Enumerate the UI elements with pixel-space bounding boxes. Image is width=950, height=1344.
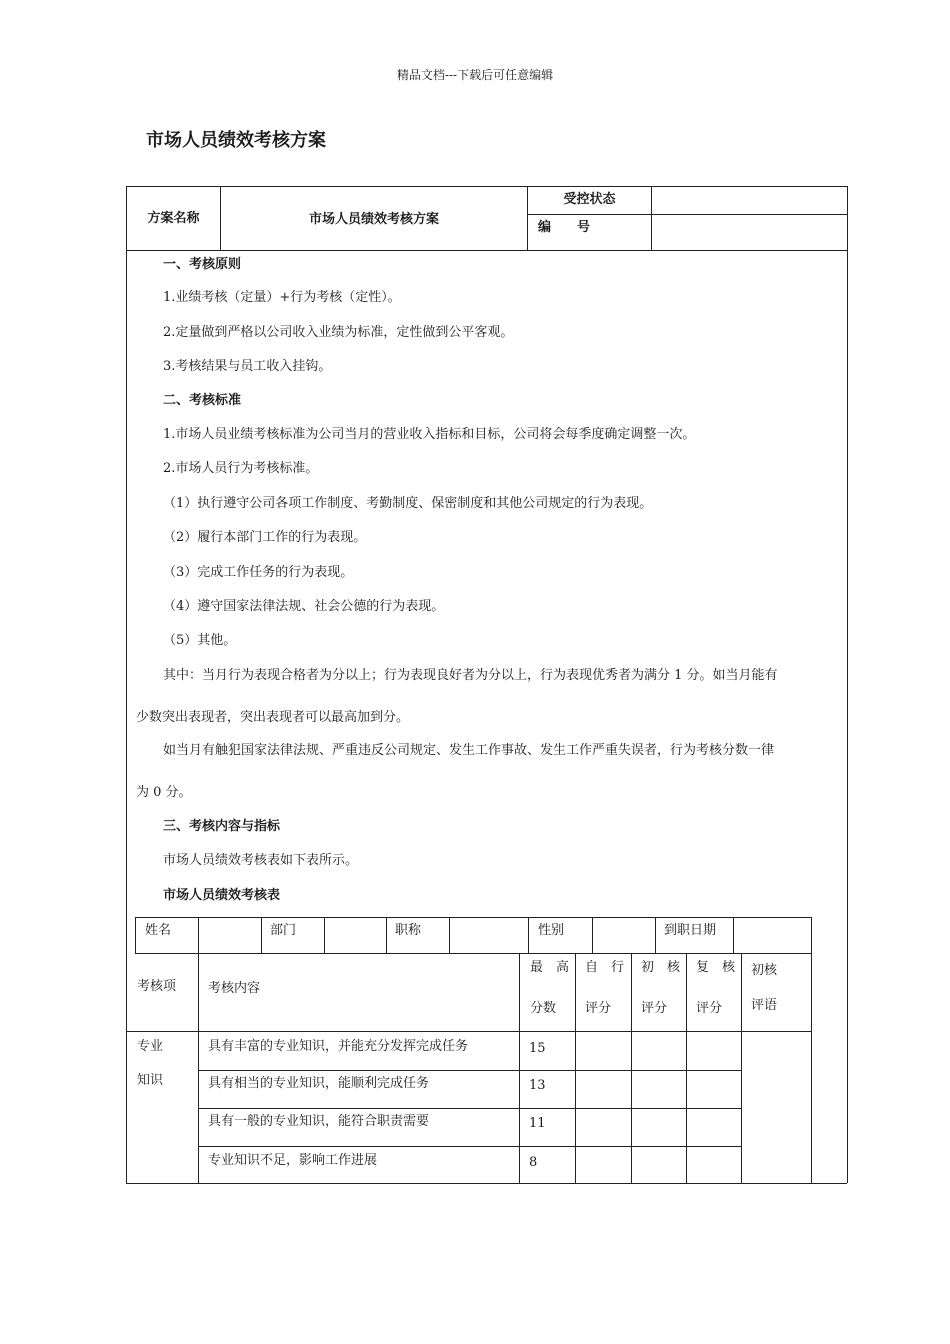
frame-top-line xyxy=(126,186,847,187)
section-2-note: 其中：当月行为表现合格者为分以上；行为表现良好者为分以上，行为表现优秀者为满分 1 分。如当月能有 xyxy=(163,668,778,683)
first-review-score-header: 初 核 xyxy=(641,960,681,975)
section-1-title: 一、考核原则 xyxy=(163,257,242,272)
section-1-para: 1.业绩考核（定量）+行为考核（定性）。 xyxy=(163,290,401,305)
info-row-divider xyxy=(324,917,325,953)
eval-grid-divider xyxy=(198,953,199,1183)
section-2-item: （3）完成工作任务的行为表现。 xyxy=(163,565,354,580)
info-row-divider xyxy=(811,917,812,953)
section-2-item: （4）遵守国家法律法规、社会公德的行为表现。 xyxy=(163,599,445,614)
info-row-divider xyxy=(655,917,656,953)
section-1-para: 3.考核结果与员工收入挂钩。 xyxy=(163,359,332,374)
section-3-title: 三、考核内容与指标 xyxy=(163,819,281,834)
gender-label: 性别 xyxy=(538,923,565,938)
self-score-header: 自 行 xyxy=(585,960,625,975)
section-2-para: 1.市场人员业绩考核标准为公司当月的营业收入指标和目标，公司将会每季度确定调整一次。 xyxy=(163,427,696,442)
eval-grid-divider xyxy=(741,953,742,1183)
info-row-divider xyxy=(386,917,387,953)
eval-grid-divider xyxy=(575,953,576,1183)
first-review-comment-header: 初核 xyxy=(751,963,778,978)
info-row-divider xyxy=(733,917,734,953)
section-2-para: 2.市场人员行为考核标准。 xyxy=(163,461,319,476)
info-row-divider xyxy=(198,917,199,953)
top-table-divider xyxy=(527,214,847,215)
frame-right-line xyxy=(847,186,848,1183)
eval-grid-divider xyxy=(631,953,632,1183)
max-score-header: 分数 xyxy=(530,1001,557,1016)
self-score-header: 评分 xyxy=(585,1001,612,1016)
name-label: 姓名 xyxy=(145,923,172,938)
info-row-line xyxy=(135,953,811,954)
frame-bottom-line xyxy=(126,1183,847,1184)
first-review-comment-header: 评语 xyxy=(751,998,778,1013)
eval-grid-divider xyxy=(686,953,687,1183)
eval-grid-line xyxy=(198,1108,741,1109)
eval-row-content: 具有丰富的专业知识，并能充分发挥完成任务 xyxy=(208,1039,469,1054)
eval-group-label: 专业 xyxy=(137,1039,164,1054)
eval-grid-line xyxy=(198,1146,741,1147)
department-label: 部门 xyxy=(270,923,297,938)
section-1-para: 2.定量做到严格以公司收入业绩为标准，定性做到公平客观。 xyxy=(163,325,514,340)
section-3-para: 市场人员绩效考核表如下表所示。 xyxy=(163,853,359,868)
section-2-item: （1）执行遵守公司各项工作制度、考勤制度、保密制度和其他公司规定的行为表现。 xyxy=(163,496,653,511)
entry-date-label: 到职日期 xyxy=(664,923,717,938)
section-2-item: （2）履行本部门工作的行为表现。 xyxy=(163,530,367,545)
eval-row-max-score: 13 xyxy=(529,1078,546,1093)
section-2-note: 如当月有触犯国家法律法规、严重违反公司规定、发生工作事故、发生工作严重失误者，行为考核分数一律 xyxy=(163,743,775,758)
eval-group-label: 知识 xyxy=(137,1073,164,1088)
section-2-title: 二、考核标准 xyxy=(163,393,242,408)
eval-row-max-score: 15 xyxy=(529,1041,546,1056)
first-review-score-header: 评分 xyxy=(641,1001,668,1016)
re-review-score-header: 复 核 xyxy=(696,960,736,975)
info-row-divider xyxy=(528,917,529,953)
eval-row-content: 专业知识不足，影响工作进展 xyxy=(208,1153,378,1168)
number-label: 编 号 xyxy=(538,220,591,235)
top-table-divider xyxy=(651,186,652,250)
scheme-name-label: 方案名称 xyxy=(147,211,200,226)
max-score-header: 最 高 xyxy=(530,960,570,975)
document-title: 市场人员绩效考核方案 xyxy=(146,130,326,151)
job-title-label: 职称 xyxy=(395,923,422,938)
section-2-note: 少数突出表现者，突出表现者可以最高加到分。 xyxy=(136,710,410,725)
eval-row-content: 具有一般的专业知识，能符合职责需要 xyxy=(208,1114,430,1129)
control-status-label: 受控状态 xyxy=(563,192,616,207)
frame-left-line xyxy=(126,186,127,1183)
eval-item-header: 考核项 xyxy=(137,979,177,994)
re-review-score-header: 评分 xyxy=(696,1001,723,1016)
header-note: 精品文档---下载后可任意编辑 xyxy=(396,68,554,82)
section-2-note: 为 0 分。 xyxy=(136,785,192,800)
info-row-divider xyxy=(592,917,593,953)
eval-row-max-score: 8 xyxy=(529,1155,538,1170)
info-row-line xyxy=(135,917,811,918)
eval-grid-line xyxy=(126,1031,811,1032)
frame-header-bottom-line xyxy=(126,250,847,251)
evaluation-table-title: 市场人员绩效考核表 xyxy=(163,888,281,903)
eval-grid-divider xyxy=(519,953,520,1183)
scheme-name-value: 市场人员绩效考核方案 xyxy=(308,212,439,227)
info-row-divider xyxy=(135,917,136,953)
info-row-divider xyxy=(449,917,450,953)
info-row-divider xyxy=(261,917,262,953)
eval-grid-line xyxy=(198,1070,741,1071)
eval-grid-divider xyxy=(811,953,812,1183)
section-2-item: （5）其他。 xyxy=(163,633,237,648)
eval-row-content: 具有相当的专业知识，能顺利完成任务 xyxy=(208,1076,430,1091)
eval-content-header: 考核内容 xyxy=(208,981,261,996)
eval-row-max-score: 11 xyxy=(529,1116,546,1131)
